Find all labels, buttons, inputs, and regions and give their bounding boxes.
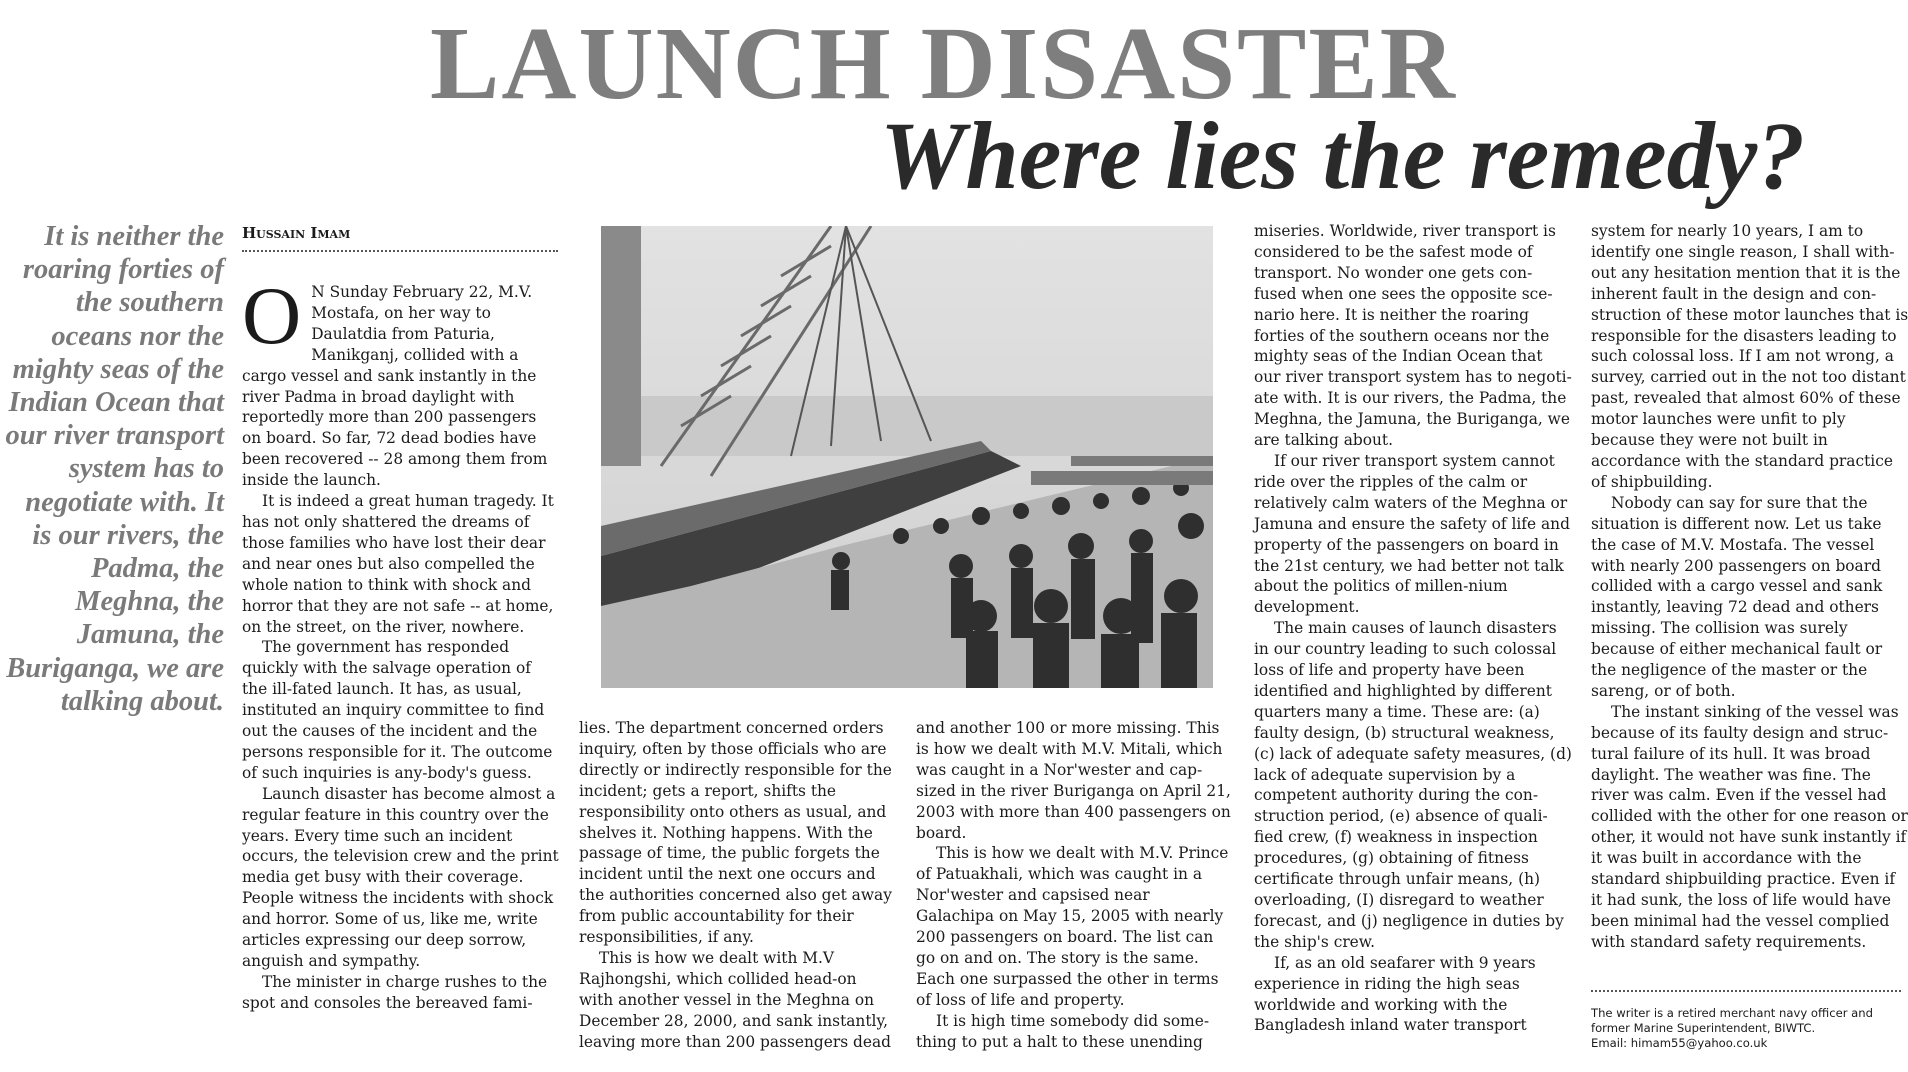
paragraph: This is how we dealt with M.V. Prince of Patuakhali, which was caught in a Nor'wester and capsised near Galachipa on May 15, 2005 with nearly 200 passengers on board. The list can go on and on. The story is the same. Each one surpassed the other in terms of loss of life and property. xyxy=(916,844,1229,1009)
paragraph: The instant sinking of the vessel was because of its faulty design and struc-tural failure of its hull. It was broad daylight. The weather was fine. The river was calm. Even if the vessel had collided with the other for one reason or other, it would not have sunk instantly if it was built in accordance with the standard shipbuilding practice. Even if it had sunk, the loss of life would have been minimal had the vessel complied with standard safety requirements. xyxy=(1591,702,1908,951)
headline: LAUNCH DISASTER xyxy=(430,6,1457,121)
paragraph: O N Sunday February 22, M.V. Mostafa, on her way to Daulatdia from Paturia, Manikganj, collided with a cargo vessel and sank instantly in the river Padma in broad daylight with reportedly more than 200 passengers on board. So far, 72 dead bodies have been recovered -- 28 among them from inside the launch. xyxy=(242,270,548,490)
author-email: Email: himam55@yahoo.co.uk xyxy=(1591,1036,1768,1050)
paragraph: It is indeed a great human tragedy. It has not only shattered the dreams of those families who have lost their dear and near ones but also compelled the whole nation to think with shock and horror that they are not safe -- at home, on the street, on the river, nowhere. xyxy=(242,492,554,636)
pull-quote: It is neither the roaring forties of the southern oceans nor the mighty seas of the Indian Ocean that our river transport system has to negotiate with. It is our rivers, the Padma, the Meghna, the Jamuna, the Buriganga, we are talking about. xyxy=(5,221,224,717)
author-note-divider xyxy=(1591,990,1901,992)
article-column-4 xyxy=(1254,221,1572,1036)
paragraph: If our river transport system cannot ride over the ripples of the calm or relatively calm waters of the Meghna or Jamuna and ensure the safety of life and property of the passengers on board in the 21st century, we had better not talk about the politics of millen-nium development. xyxy=(1254,451,1570,617)
author-note-line: former Marine Superintendent, BIWTC. xyxy=(1591,1021,1816,1035)
paragraph: system for nearly 10 years, I am to identify one single reason, I shall with-out any hesitation mention that it is the inherent fault in the design and con-struction of these motor launches that is responsible for the disasters leading to such colossal loss. If I am not wrong, a survey, carried out in the not too distant past, revealed that almost 60% of these motor launches were unfit to ply because they were not built in accordance with the standard practice of shipbuilding. xyxy=(1591,222,1908,491)
crane-tower xyxy=(601,226,641,466)
drop-cap: O xyxy=(242,270,302,361)
article-column-5 xyxy=(1591,221,1908,953)
paragraph: Nobody can say for sure that the situation is different now. Let us take the case of M.V. Mostafa. The vessel with nearly 200 passengers on board collided with a cargo vessel and sank instantly, leaving 72 dead and others missing. The collision was surely because of either mechanical fault or the negligence of the master or the sareng, or of both. xyxy=(1591,493,1883,700)
salvage-photo xyxy=(601,226,1213,688)
paragraph: If, as an old seafarer with 9 years experience in riding the high seas worldwide and working with the Bangladesh inland water transport xyxy=(1254,953,1536,1035)
article-column-2 xyxy=(579,718,894,1053)
river xyxy=(601,396,1213,456)
paragraph: It is high time somebody did some-thing to put a halt to these unending xyxy=(916,1011,1210,1051)
article-column-3 xyxy=(916,718,1231,1053)
paragraph: The government has responded quickly with the salvage operation of the ill-fated launch. It has, as usual, instituted an inquiry committee to find out the causes of the incident and the persons responsible for it. The outcome of such inquiries is any-body's guess. xyxy=(242,638,553,782)
salvage-scene-illustration xyxy=(601,226,1213,688)
author-note xyxy=(1591,1006,1901,1051)
paragraph: Launch disaster has become almost a regular feature in this country over the years. Every time such an incident occurs, the television crew and the print media get busy with their coverage. People witness the incidents with shock and horror. Some of us, like me, write articles expressing our deep sorrow, anguish and sympathy. xyxy=(242,784,559,970)
byline: Hussain Imam xyxy=(242,224,558,252)
subheadline: Where lies the remedy? xyxy=(880,102,1806,209)
paragraph: and another 100 or more missing. This is how we dealt with M.V. Mitali, which was caught in a Nor'wester and cap-sized in the river Buriganga on April 21, 2003 with more than 400 passengers on board. xyxy=(916,719,1231,842)
article-column-1 xyxy=(242,270,560,1014)
author-note-line: The writer is a retired merchant navy officer and xyxy=(1591,1006,1873,1020)
paragraph: This is how we dealt with M.V Rajhongshi, which collided head-on with another vessel in the Meghna on December 28, 2000, and sank instantly, leaving more than 200 passengers dead xyxy=(579,948,891,1051)
paragraph: The minister in charge rushes to the spot and consoles the bereaved fami- xyxy=(242,972,548,1012)
paragraph: The main causes of launch disasters in our country leading to such colossal loss of life and property have been identified and highlighted by different quarters many a time. These are: (a) faulty design, (b) structural weakness, (c) lack of adequate safety measures, (d) lack of adequate supervision by a competent authority during the con-struction period, (e) absence of quali-fied crew, (f) weakness in inspection procedures, (g) obtaining of fitness certificate through unfair means, (h) overloading, (I) disregard to weather forecast, and (j) negligence in duties by the ship's crew. xyxy=(1254,619,1572,951)
paragraph: miseries. Worldwide, river transport is considered to be the safest mode of transport. No wonder one gets con-fused when one sees the opposite sce-nario here. It is neither the roaring forties of the southern oceans nor the mighty seas of the Indian Ocean that our river transport system has to negoti-ate with. It is our rivers, the Padma, the Meghna, the Jamuna, the Buriganga, we are talking about. xyxy=(1254,222,1572,450)
paragraph: lies. The department concerned orders inquiry, often by those officials who are directly or indirectly responsible for the incident; gets a report, shifts the responsibility onto others as usual, and shelves it. Nothing happens. With the passage of time, the public forgets the incident until the next one occurs and the authorities concerned also get away from public accountability for their responsibilities, if any. xyxy=(579,719,892,947)
